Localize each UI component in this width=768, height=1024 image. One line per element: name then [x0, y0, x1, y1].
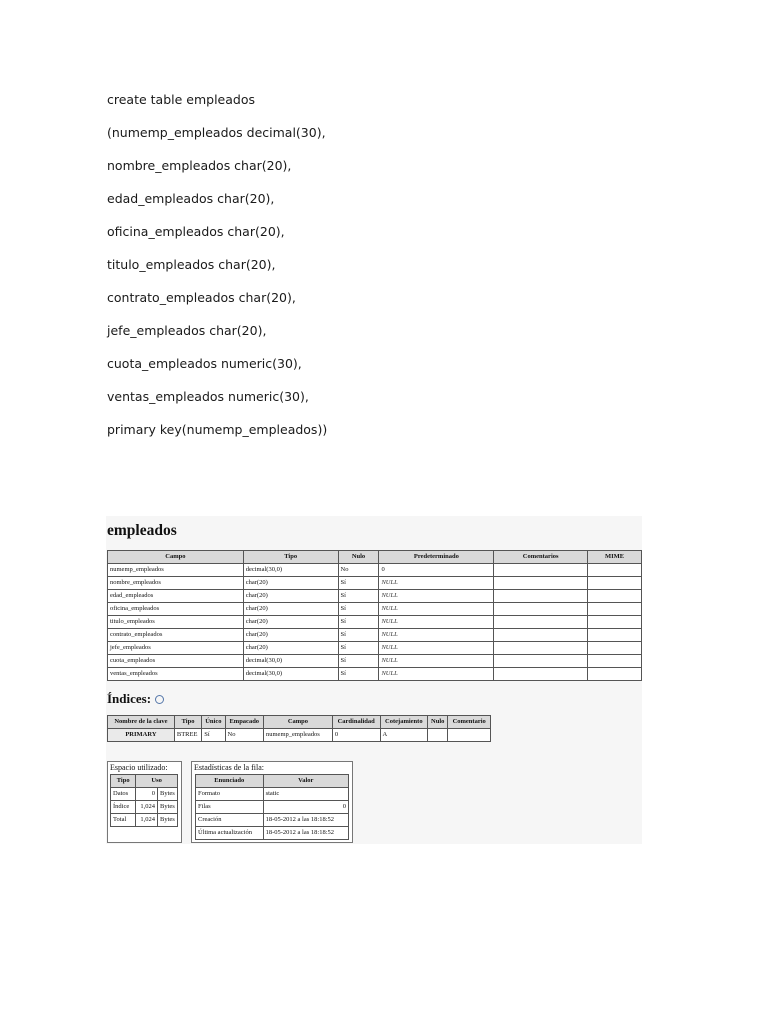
cell-uso-unit: Bytes: [158, 788, 178, 801]
table-row: [108, 729, 491, 742]
cell-valor: static: [263, 788, 348, 801]
cell-predeterminado: 0: [379, 564, 494, 577]
cell-campo: ventas_empleados: [108, 668, 244, 681]
cell-valor: 0: [263, 801, 348, 814]
cell-uso-value: 0: [136, 788, 158, 801]
cell-predeterminado: NULL: [379, 629, 494, 642]
sql-line: ventas_empleados numeric(30),: [107, 389, 309, 404]
column-header: Empacado: [225, 716, 264, 729]
cell-unico: Sí: [202, 729, 225, 742]
cell-comentarios: [494, 564, 588, 577]
cell-mime: [588, 564, 642, 577]
cell-nulo: Sí: [338, 577, 379, 590]
space-header-row: [111, 775, 178, 788]
sql-line: titulo_empleados char(20),: [107, 257, 276, 272]
cell-key-name: PRIMARY: [108, 729, 175, 742]
table-title: empleados: [107, 522, 177, 539]
column-header: Enunciado: [196, 775, 264, 788]
indices-title-text: Índices:: [107, 691, 152, 706]
sql-line: oficina_empleados char(20),: [107, 224, 285, 239]
cell-mime: [588, 668, 642, 681]
space-used-box: [107, 761, 182, 843]
cell-campo: cuota_empleados: [108, 655, 244, 668]
sql-line: jefe_empleados char(20),: [107, 323, 267, 338]
cell-comentario: [448, 729, 491, 742]
fields-table: [107, 550, 642, 681]
table-row: [111, 801, 178, 814]
cell-mime: [588, 642, 642, 655]
cell-comentarios: [494, 616, 588, 629]
cell-campo: nombre_empleados: [108, 577, 244, 590]
cell-nulo: Sí: [338, 603, 379, 616]
sql-line: (numemp_empleados decimal(30),: [107, 125, 326, 140]
indices-header-row: [108, 716, 491, 729]
table-row: [108, 577, 642, 590]
column-header: Cotejamiento: [380, 716, 428, 729]
cell-predeterminado: NULL: [379, 642, 494, 655]
cell-enunciado: Formato: [196, 788, 264, 801]
column-header: Campo: [264, 716, 333, 729]
row-stats-box: [191, 761, 353, 843]
row-stats-title: Estadísticas de la fila:: [194, 763, 264, 772]
table-row: [108, 668, 642, 681]
cell-uso-unit: Bytes: [158, 801, 178, 814]
column-header: Cardinalidad: [332, 716, 380, 729]
cell-enunciado: Creación: [196, 814, 264, 827]
sql-line: edad_empleados char(20),: [107, 191, 275, 206]
cell-tipo: decimal(30,0): [243, 564, 338, 577]
table-structure-screenshot: [106, 516, 642, 844]
space-used-table: [110, 774, 178, 827]
cell-cotejamiento: A: [380, 729, 428, 742]
cell-campo: titulo_empleados: [108, 616, 244, 629]
cell-tipo: char(20): [243, 577, 338, 590]
column-header: Comentario: [448, 716, 491, 729]
cell-predeterminado: NULL: [379, 668, 494, 681]
cell-enunciado: Última actualización: [196, 827, 264, 840]
column-header: Nulo: [338, 551, 379, 564]
cell-predeterminado: NULL: [379, 577, 494, 590]
cell-tipo: Datos: [111, 788, 136, 801]
sql-line: cuota_empleados numeric(30),: [107, 356, 302, 371]
table-row: [196, 827, 349, 840]
cell-comentarios: [494, 603, 588, 616]
cell-predeterminado: NULL: [379, 655, 494, 668]
table-row: [108, 642, 642, 655]
table-row: [111, 814, 178, 827]
cell-tipo: char(20): [243, 590, 338, 603]
cell-comentarios: [494, 629, 588, 642]
cell-comentarios: [494, 655, 588, 668]
table-row: [196, 801, 349, 814]
cell-nulo: Sí: [338, 668, 379, 681]
cell-campo: edad_empleados: [108, 590, 244, 603]
table-row: [108, 616, 642, 629]
sql-line: contrato_empleados char(20),: [107, 290, 296, 305]
cell-tipo: Total: [111, 814, 136, 827]
cell-tipo: char(20): [243, 642, 338, 655]
column-header: MIME: [588, 551, 642, 564]
table-row: [108, 590, 642, 603]
cell-comentarios: [494, 590, 588, 603]
column-header: Nulo: [428, 716, 448, 729]
column-header: Tipo: [111, 775, 136, 788]
cell-mime: [588, 655, 642, 668]
column-header: Único: [202, 716, 225, 729]
cell-mime: [588, 577, 642, 590]
cell-campo: numemp_empleados: [264, 729, 333, 742]
cell-predeterminado: NULL: [379, 603, 494, 616]
fields-header-row: [108, 551, 642, 564]
cell-mime: [588, 616, 642, 629]
cell-mime: [588, 590, 642, 603]
cell-campo: jefe_empleados: [108, 642, 244, 655]
cell-empacado: No: [225, 729, 264, 742]
indices-title: [107, 691, 164, 707]
cell-comentarios: [494, 668, 588, 681]
table-row: [108, 655, 642, 668]
cell-comentarios: [494, 642, 588, 655]
cell-comentarios: [494, 577, 588, 590]
column-header: Campo: [108, 551, 244, 564]
cell-valor: 18-05-2012 a las 18:18:52: [263, 814, 348, 827]
cell-nulo: Sí: [338, 642, 379, 655]
row-stats-table: [195, 774, 349, 840]
cell-tipo: Índice: [111, 801, 136, 814]
cell-tipo: decimal(30,0): [243, 655, 338, 668]
column-header: Uso: [136, 775, 178, 788]
cell-predeterminado: NULL: [379, 590, 494, 603]
column-header: Tipo: [174, 716, 201, 729]
cell-campo: numemp_empleados: [108, 564, 244, 577]
cell-mime: [588, 603, 642, 616]
space-used-title: Espacio utilizado:: [110, 763, 168, 772]
cell-tipo: char(20): [243, 616, 338, 629]
cell-uso-value: 1,024: [136, 814, 158, 827]
table-row: [196, 814, 349, 827]
sql-line: create table empleados: [107, 92, 256, 107]
table-row: [108, 603, 642, 616]
indices-table: [107, 715, 491, 742]
cell-nulo: [428, 729, 448, 742]
help-icon[interactable]: [155, 695, 164, 704]
cell-nulo: Sí: [338, 616, 379, 629]
column-header: Predeterminado: [379, 551, 494, 564]
sql-line: nombre_empleados char(20),: [107, 158, 292, 173]
cell-enunciado: Filas: [196, 801, 264, 814]
cell-campo: oficina_empleados: [108, 603, 244, 616]
cell-nulo: Sí: [338, 655, 379, 668]
table-row: [196, 788, 349, 801]
cell-nulo: No: [338, 564, 379, 577]
column-header: Tipo: [243, 551, 338, 564]
sql-line: primary key(numemp_empleados)): [107, 422, 328, 437]
cell-uso-value: 1,024: [136, 801, 158, 814]
table-row: [111, 788, 178, 801]
cell-predeterminado: NULL: [379, 616, 494, 629]
table-row: [108, 629, 642, 642]
cell-tipo: decimal(30,0): [243, 668, 338, 681]
cell-campo: contrato_empleados: [108, 629, 244, 642]
cell-mime: [588, 629, 642, 642]
column-header: Comentarios: [494, 551, 588, 564]
cell-tipo: char(20): [243, 629, 338, 642]
cell-nulo: Sí: [338, 590, 379, 603]
cell-tipo: BTREE: [174, 729, 201, 742]
table-row: [108, 564, 642, 577]
cell-cardinalidad: 0: [332, 729, 380, 742]
stats-header-row: [196, 775, 349, 788]
column-header: Valor: [263, 775, 348, 788]
cell-tipo: char(20): [243, 603, 338, 616]
cell-nulo: Sí: [338, 629, 379, 642]
column-header: Nombre de la clave: [108, 716, 175, 729]
cell-uso-unit: Bytes: [158, 814, 178, 827]
cell-valor: 18-05-2012 a las 18:18:52: [263, 827, 348, 840]
